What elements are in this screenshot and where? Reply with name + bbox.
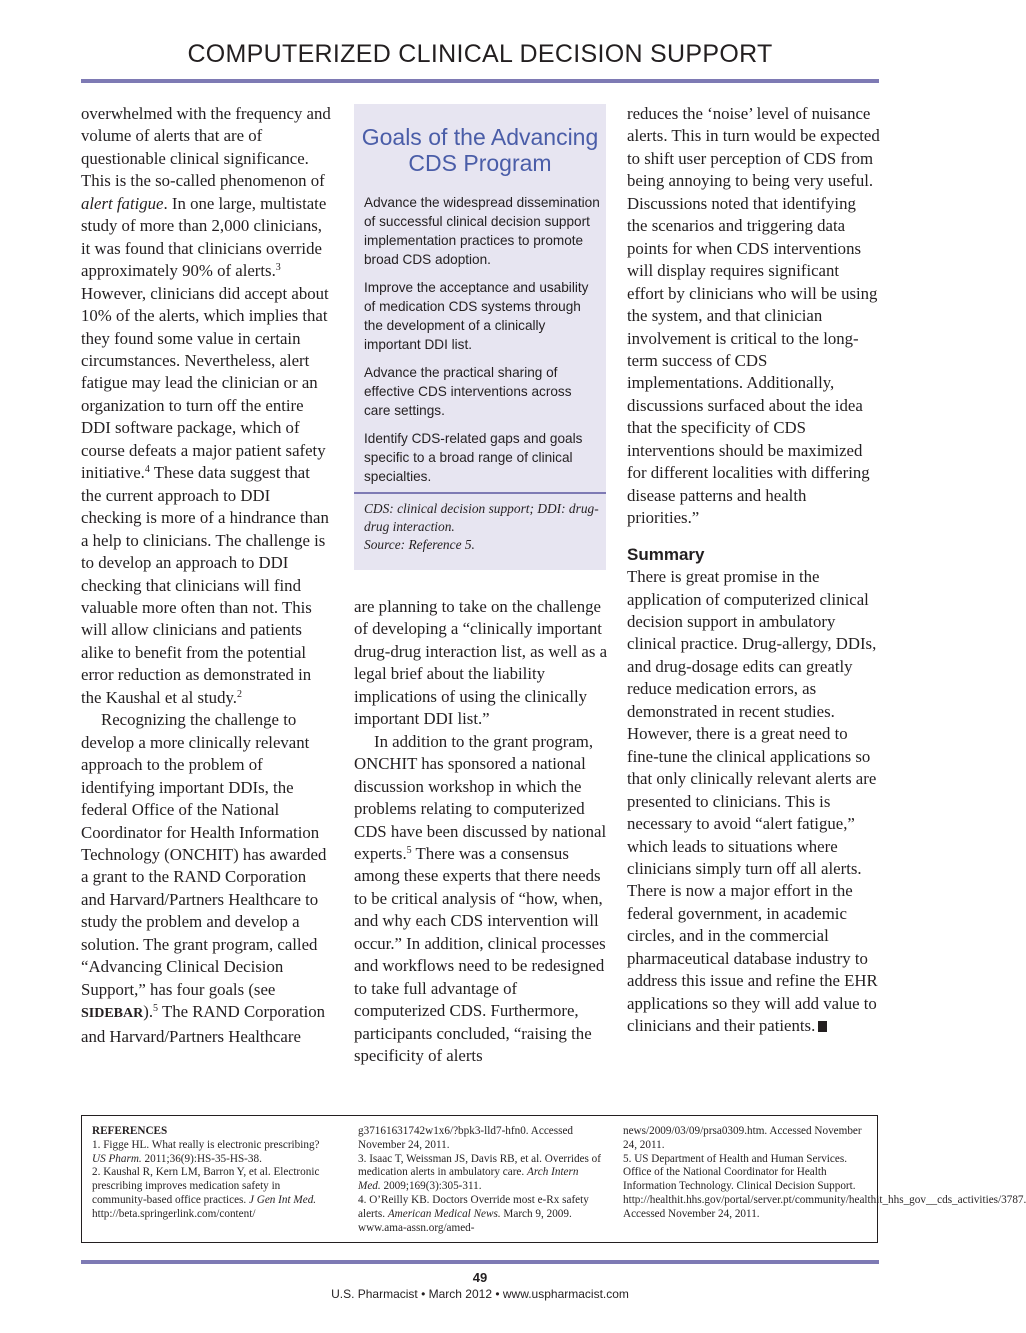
column-2 bbox=[354, 596, 608, 1068]
reference-item: 1. Figge HL. What really is electronic prescribing? US Pharm. 2011;36(9):HS-35-HS-38. bbox=[92, 1138, 320, 1165]
running-header: COMPUTERIZED CLINICAL DECISION SUPPORT bbox=[187, 40, 773, 68]
reference-item: 4. O’Reilly KB. Doctors Override most e-Rx safety alerts. American Medical News. March 9, 2009. www.ama-assn.org/amed- bbox=[358, 1193, 589, 1234]
reference-item: 3. Isaac T, Weissman JS, Davis RB, et al. Overrides of medication alerts in ambulatory care. Arch Intern Med. 2009;169(3):305-311. bbox=[358, 1152, 602, 1193]
sidebar-box bbox=[354, 104, 606, 570]
references-box bbox=[81, 1115, 1026, 1243]
paragraph: are planning to take on the challenge of developing a “clinically important drug-drug interaction list, as well as a legal brief about the liability implications of using the clinically important DDI list.” bbox=[354, 597, 608, 729]
citation-mark: 2 bbox=[236, 688, 242, 700]
abbreviations-note: CDS: clinical decision support; DDI: drug-drug interaction. bbox=[364, 501, 599, 534]
goal-item: Advance the practical sharing of effective CDS interventions across care settings. bbox=[364, 365, 572, 418]
citation-mark: 3 bbox=[275, 262, 281, 274]
citation-mark: 4 bbox=[144, 464, 150, 476]
sidebar-notes bbox=[364, 500, 600, 553]
paragraph: There is great promise in the application of computerized clinical decision support in ambulatory clinical practice. Drug-allergy, DDIs, and drug-dosage edits can greatly reduce medication errors, as demonstrated in recent studies. However, there is a great need to fine-tune the clinical applications so that only clinically relevant alerts are presented to clinicians. This is necessary to avoid “alert fatigue,” which leads to situations where clinicians simply turn off all alerts. There is now a major effort in the federal government, in academic circles, and in the commercial pharmaceutical database industry to address this issue and refine the EHR applications so they will add value to clinicians and their patients. bbox=[627, 567, 878, 1036]
reference-item: g37161631742w1x6/?bpk3-lld7-hfn0. Accessed November 24, 2011. bbox=[358, 1125, 574, 1151]
column-1 bbox=[81, 103, 333, 1048]
page-number: 49 bbox=[472, 1270, 488, 1285]
paragraph: reduces the ‘noise’ level of nuisance alerts. This in turn would be expected to shift user perception of CDS from being annoying to being very useful. Discussions noted that identifying the scenarios and triggering data points for when CDS interventions will display requires significant effort by clinicians who will be using the system, and that clinician involvement is critical to the long-term success of CDS implementations. Additionally, discussions surfaced about the idea that the specificity of CDS interventions should be maximized for different localities with differing disease patterns and health priorities.” bbox=[627, 104, 880, 528]
reference-item: 5. US Department of Health and Human Services. Office of the National Coordinator for Health Information Technology. Clinical Decision Support. http://healthit.hhs.gov/portal/server.pt/community/healthit_hhs_gov__cds_activities/3787. Accessed November 24, 2011. bbox=[623, 1152, 1026, 1220]
paragraph: overwhelmed with the frequency and volume of alerts that are of questionable clinical significance. This is the so-called phenomenon of alert fatigue. In one large, multistate study of more than 2,000 clinicians, it was found that clinicians override approximately 90% of alerts.$^3$ However, clinicians did accept about 10% of the alerts, which implies that they found some value in certain circumstances. Nevertheless, alert fatigue may lead the clinician or an organization to turn off the entire DDI software package, which of course defeats a major patient safety initiative.$^4$ These data suggest that the current approach to DDI checking is more of a hindrance than a help to clinicians. The challenge is to develop an approach to DDI checking that clinicians will find valuable more often than not. This will allow clinicians and patients alike to benefit from the potential error reduction as demonstrated in the Kaushal et al study.$^2$ bbox=[81, 104, 331, 707]
references-column bbox=[92, 1125, 332, 1222]
sidebar-divider bbox=[354, 492, 606, 494]
paragraph: In addition to the grant program, ONCHIT has sponsored a national discussion workshop in which the problems relating to computerized CDS have been discussed by national experts.$^5$ There was a consensus among these experts that there needs to be critical analysis of “how, when, and why each CDS intervention will occur.” In addition, clinical processes and workflows need to be redesigned to take full advantage of computerized CDS. Furthermore, participants concluded, “raising the specificity of alerts bbox=[354, 731, 607, 1066]
section-heading: Summary bbox=[627, 544, 705, 564]
column-3 bbox=[627, 103, 880, 1038]
citation-mark: 5 bbox=[406, 844, 412, 856]
sidebar-title: Goals of the Advancing CDS Program bbox=[361, 124, 599, 176]
reference-item: news/2009/03/09/prsa0309.htm. Accessed November 24, 2011. bbox=[623, 1125, 862, 1151]
goal-item: Identify CDS-related gaps and goals specific to a broad range of clinical specialties. bbox=[364, 431, 583, 484]
goal-item: Improve the acceptance and usability of medication CDS systems through the development of a clinically important DDI list. bbox=[364, 280, 589, 352]
goal-item: Advance the widespread dissemination of successful clinical decision support implementation practices to promote broad CDS adoption. bbox=[364, 195, 600, 267]
citation-mark: 5 bbox=[153, 1003, 159, 1015]
references-column bbox=[623, 1125, 1026, 1222]
references-column bbox=[358, 1125, 603, 1235]
goals-list bbox=[364, 193, 600, 495]
end-of-article-icon bbox=[818, 1021, 827, 1032]
references-heading: REFERENCES bbox=[92, 1125, 168, 1137]
header-rule bbox=[81, 79, 879, 83]
reference-item: 2. Kaushal R, Kern LM, Barron Y, et al. Electronic prescribing improves medication safety in community-based office practices. J Gen Int Med. http://beta.springerlink.com/content/ bbox=[92, 1166, 320, 1220]
sidebar-reference: SIDEBAR bbox=[81, 1006, 144, 1022]
footer-rule bbox=[81, 1260, 879, 1264]
publication-footer: U.S. Pharmacist • March 2012 • www.uspharmacist.com bbox=[331, 1287, 629, 1301]
paragraph: Recognizing the challenge to develop a more clinically relevant approach to the problem of identifying important DDIs, the federal Office of the National Coordinator for Health Information Technology (ONCHIT) has awarded a grant to the RAND Corporation and Harvard/Partners Healthcare to study the problem and develop a solution. The grant program, called “Advancing Clinical Decision Support,” has four goals (see SIDEBAR).$^5$ The RAND Corporation and Harvard/Partners Healthcare bbox=[81, 710, 327, 1046]
source-note: Source: Reference 5. bbox=[364, 536, 475, 552]
